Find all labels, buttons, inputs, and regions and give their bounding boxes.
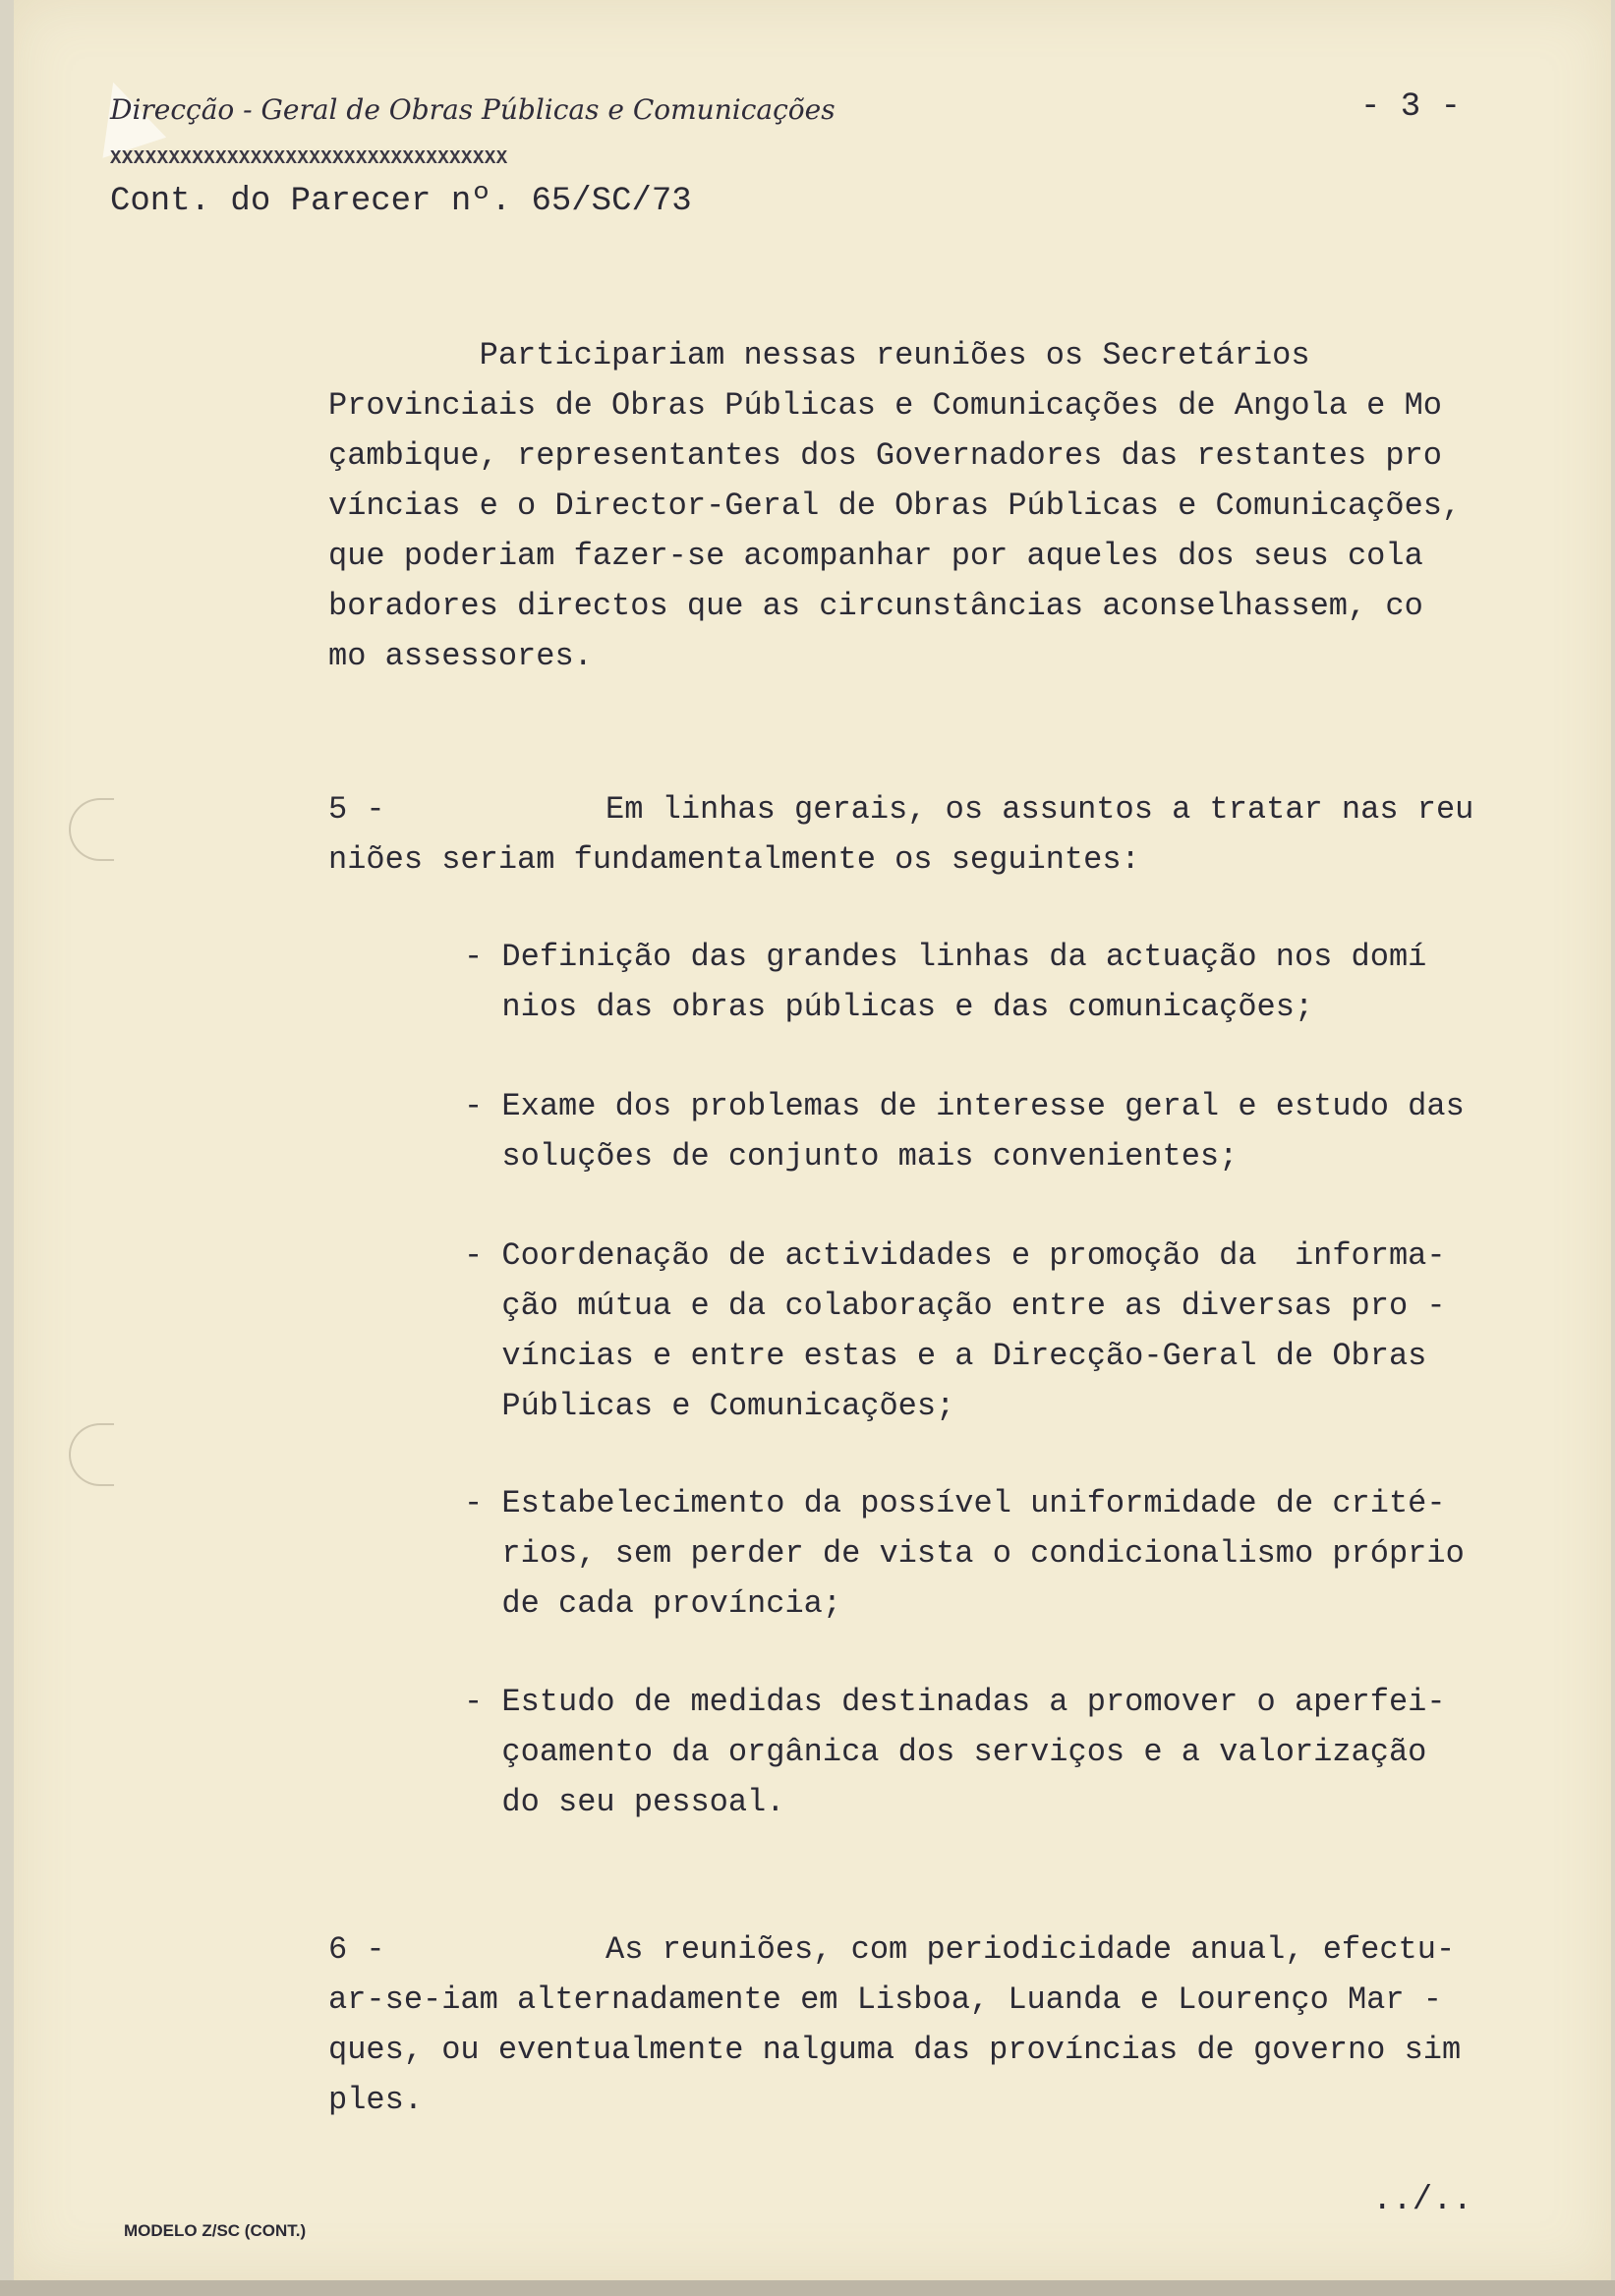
- text-line: Participariam nessas reuniões os Secretários: [328, 337, 1310, 373]
- text-line: - Estabelecimento da possível uniformidade de crité-: [464, 1485, 1446, 1521]
- text-line: - Estudo de medidas destinadas a promover o aperfei-: [464, 1684, 1446, 1720]
- text-line: Públicas e Comunicações;: [464, 1388, 955, 1424]
- text-line: rios, sem perder de vista o condicionalismo próprio: [464, 1535, 1465, 1572]
- text-line: de cada província;: [464, 1585, 842, 1622]
- intro-paragraph: [328, 330, 1508, 681]
- text-line: - Exame dos problemas de interesse geral e estudo das: [464, 1088, 1465, 1124]
- text-line: niões seriam fundamentalmente os seguintes:: [328, 841, 1140, 878]
- text-line: ques, ou eventualmente nalguma das províncias de governo sim: [328, 2032, 1462, 2068]
- text-line: As reuniões, com periodicidade anual, efectu-: [606, 1931, 1456, 1968]
- text-line: Provinciais de Obras Públicas e Comunicações de Angola e Mo: [328, 387, 1442, 424]
- section-6: [328, 1924, 1508, 2125]
- text-line: Em linhas gerais, os assuntos a tratar nas reu: [606, 791, 1474, 828]
- text-line: ples.: [328, 2082, 424, 2118]
- letterhead: Direcção - Geral de Obras Públicas e Comunicações: [110, 93, 836, 126]
- text-line: soluções de conjunto mais convenientes;: [464, 1138, 1239, 1175]
- text-line: çoamento da orgânica dos serviços e a valorização: [464, 1734, 1427, 1770]
- struck-out-line: XXXXXXXXXXXXXXXXXXXXXXXXXXXXXXXXXX: [110, 147, 508, 169]
- form-model-label: MODELO Z/SC (CONT.): [124, 2221, 307, 2240]
- text-line: - Coordenação de actividades e promoção da informa-: [464, 1237, 1446, 1274]
- text-line: víncias e entre estas e a Direcção-Geral de Obras: [464, 1338, 1427, 1374]
- text-line: mo assessores.: [328, 638, 593, 674]
- section-number: 5 -: [328, 791, 385, 828]
- text-line: do seu pessoal.: [464, 1784, 785, 1820]
- text-line: víncias e o Director-Geral de Obras Públicas e Comunicações,: [328, 488, 1462, 524]
- section-5: [328, 784, 1508, 885]
- bullet-item: [464, 1231, 1526, 1431]
- text-line: boradores directos que as circunstâncias aconselhassem, co: [328, 588, 1423, 624]
- continuation-marker: ../..: [1372, 2182, 1473, 2219]
- text-line: ção mútua e da colaboração entre as diversas pro -: [464, 1288, 1446, 1324]
- text-line: nios das obras públicas e das comunicações;: [464, 989, 1314, 1025]
- bullet-item: [464, 932, 1526, 1032]
- bullet-item: [464, 1081, 1526, 1181]
- text-line: - Definição das grandes linhas da actuação nos domí: [464, 939, 1427, 975]
- parecer-reference: Cont. do Parecer nº. 65/SC/73: [110, 183, 692, 220]
- page-bottom-edge: [0, 2280, 1615, 2296]
- section-number: 6 -: [328, 1931, 385, 1968]
- bullet-item: [464, 1677, 1526, 1827]
- text-line: çambique, representantes dos Governadores das restantes pro: [328, 437, 1442, 474]
- bullet-item: [464, 1478, 1526, 1629]
- text-line: que poderiam fazer-se acompanhar por aqueles dos seus cola: [328, 538, 1423, 574]
- page-number: - 3 -: [1360, 88, 1462, 126]
- text-line: ar-se-iam alternadamente em Lisboa, Luanda e Lourenço Mar -: [328, 1981, 1442, 2018]
